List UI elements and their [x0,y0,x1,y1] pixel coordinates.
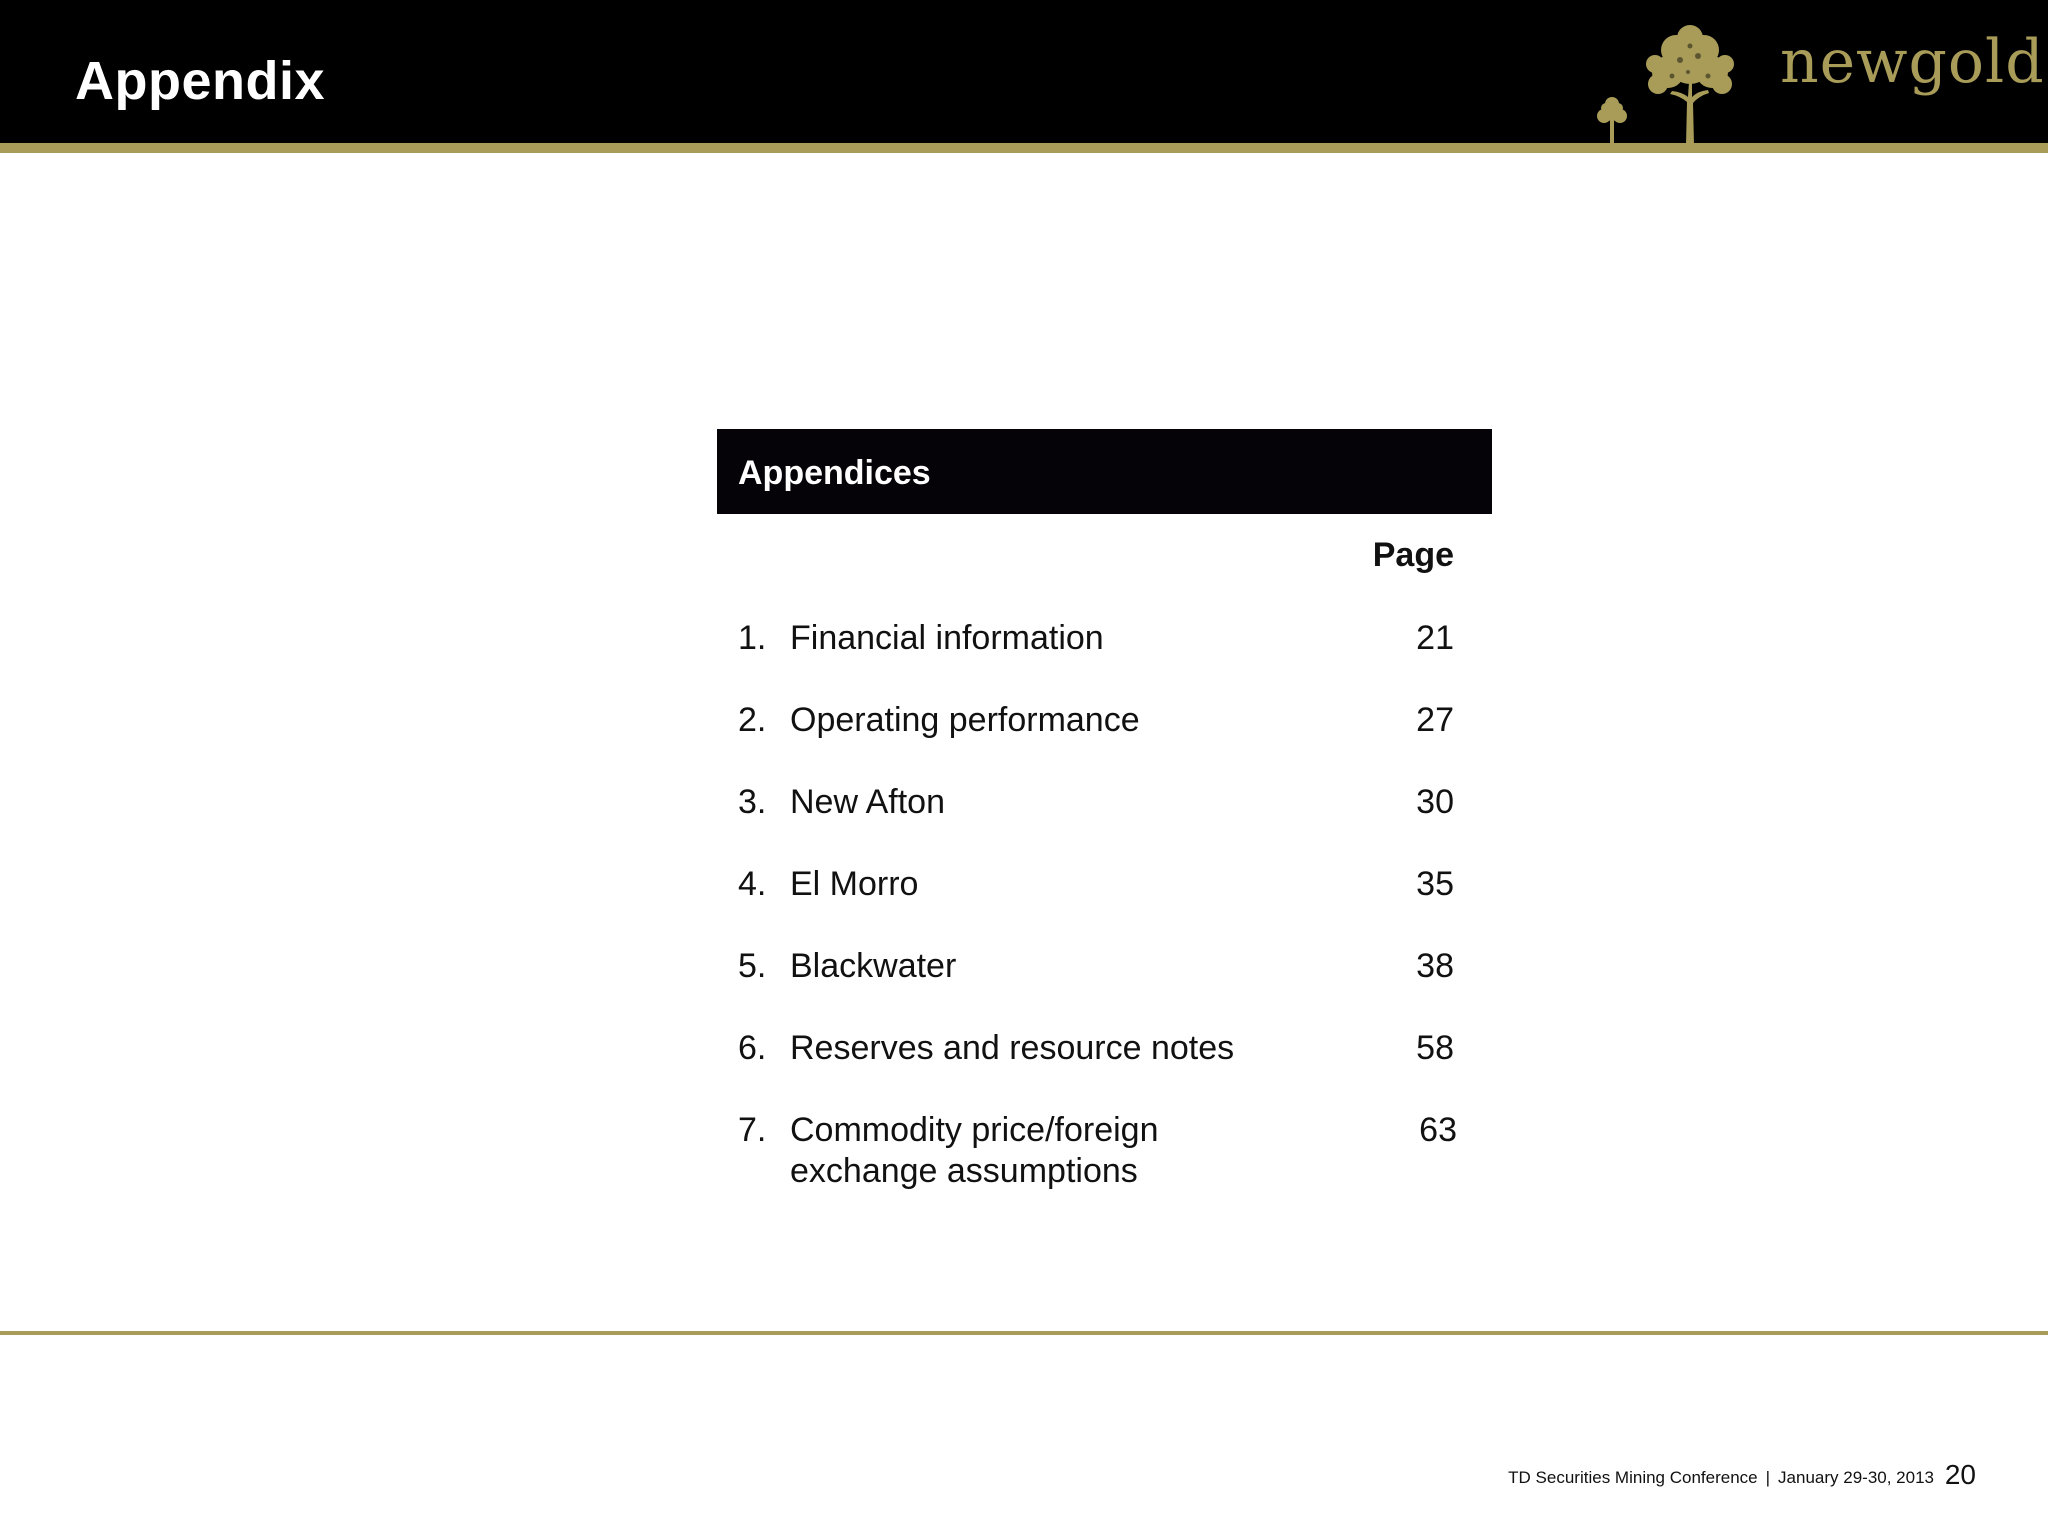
footer-event-info [1508,1469,1934,1486]
table-header [717,429,1492,514]
toc-item-number: 5. [738,947,767,985]
toc-item-number: 6. [738,1029,767,1067]
toc-item-number: 3. [738,783,767,821]
toc-item-page: 27 [1416,701,1454,739]
toc-item-label: Reserves and resource notes [790,1029,1235,1067]
toc-item-page: 30 [1416,783,1454,821]
footer-separator: | [1765,1468,1771,1487]
slide-title: Appendix [75,51,326,111]
toc-item-label: Financial information [790,619,1104,657]
page-number: 20 [1944,1459,1976,1490]
page-column-label: Page [1372,536,1454,574]
footer-date: January 29-30, 2013 [1778,1468,1934,1487]
toc-item-number: 7. [738,1111,767,1149]
tree-icon [1580,20,1750,145]
toc-item-page: 63 [1419,1111,1457,1149]
toc-item-page: 38 [1416,947,1454,985]
toc-item-number: 4. [738,865,767,903]
toc-item-label: New Afton [790,783,945,821]
appendices-table [717,429,1492,1190]
footer-event: TD Securities Mining Conference [1508,1468,1758,1487]
toc-item-label: Commodity price/foreign exchange assumptions [790,1111,1159,1190]
toc-item-number: 2. [738,701,767,739]
toc-item-page: 35 [1416,865,1454,903]
toc-item-page: 21 [1416,619,1454,657]
footer-gold-rule [0,1331,2048,1335]
toc-item-label: El Morro [790,865,919,903]
newgold-logo [1580,20,2045,145]
toc-item-label: Operating performance [790,701,1140,739]
toc-item-number: 1. [738,619,767,657]
toc-item-label: Blackwater [790,947,957,985]
table-header-label: Appendices [738,454,931,492]
toc-item-page: 58 [1416,1029,1454,1067]
logo-wordmark: newgold [1780,27,2045,97]
